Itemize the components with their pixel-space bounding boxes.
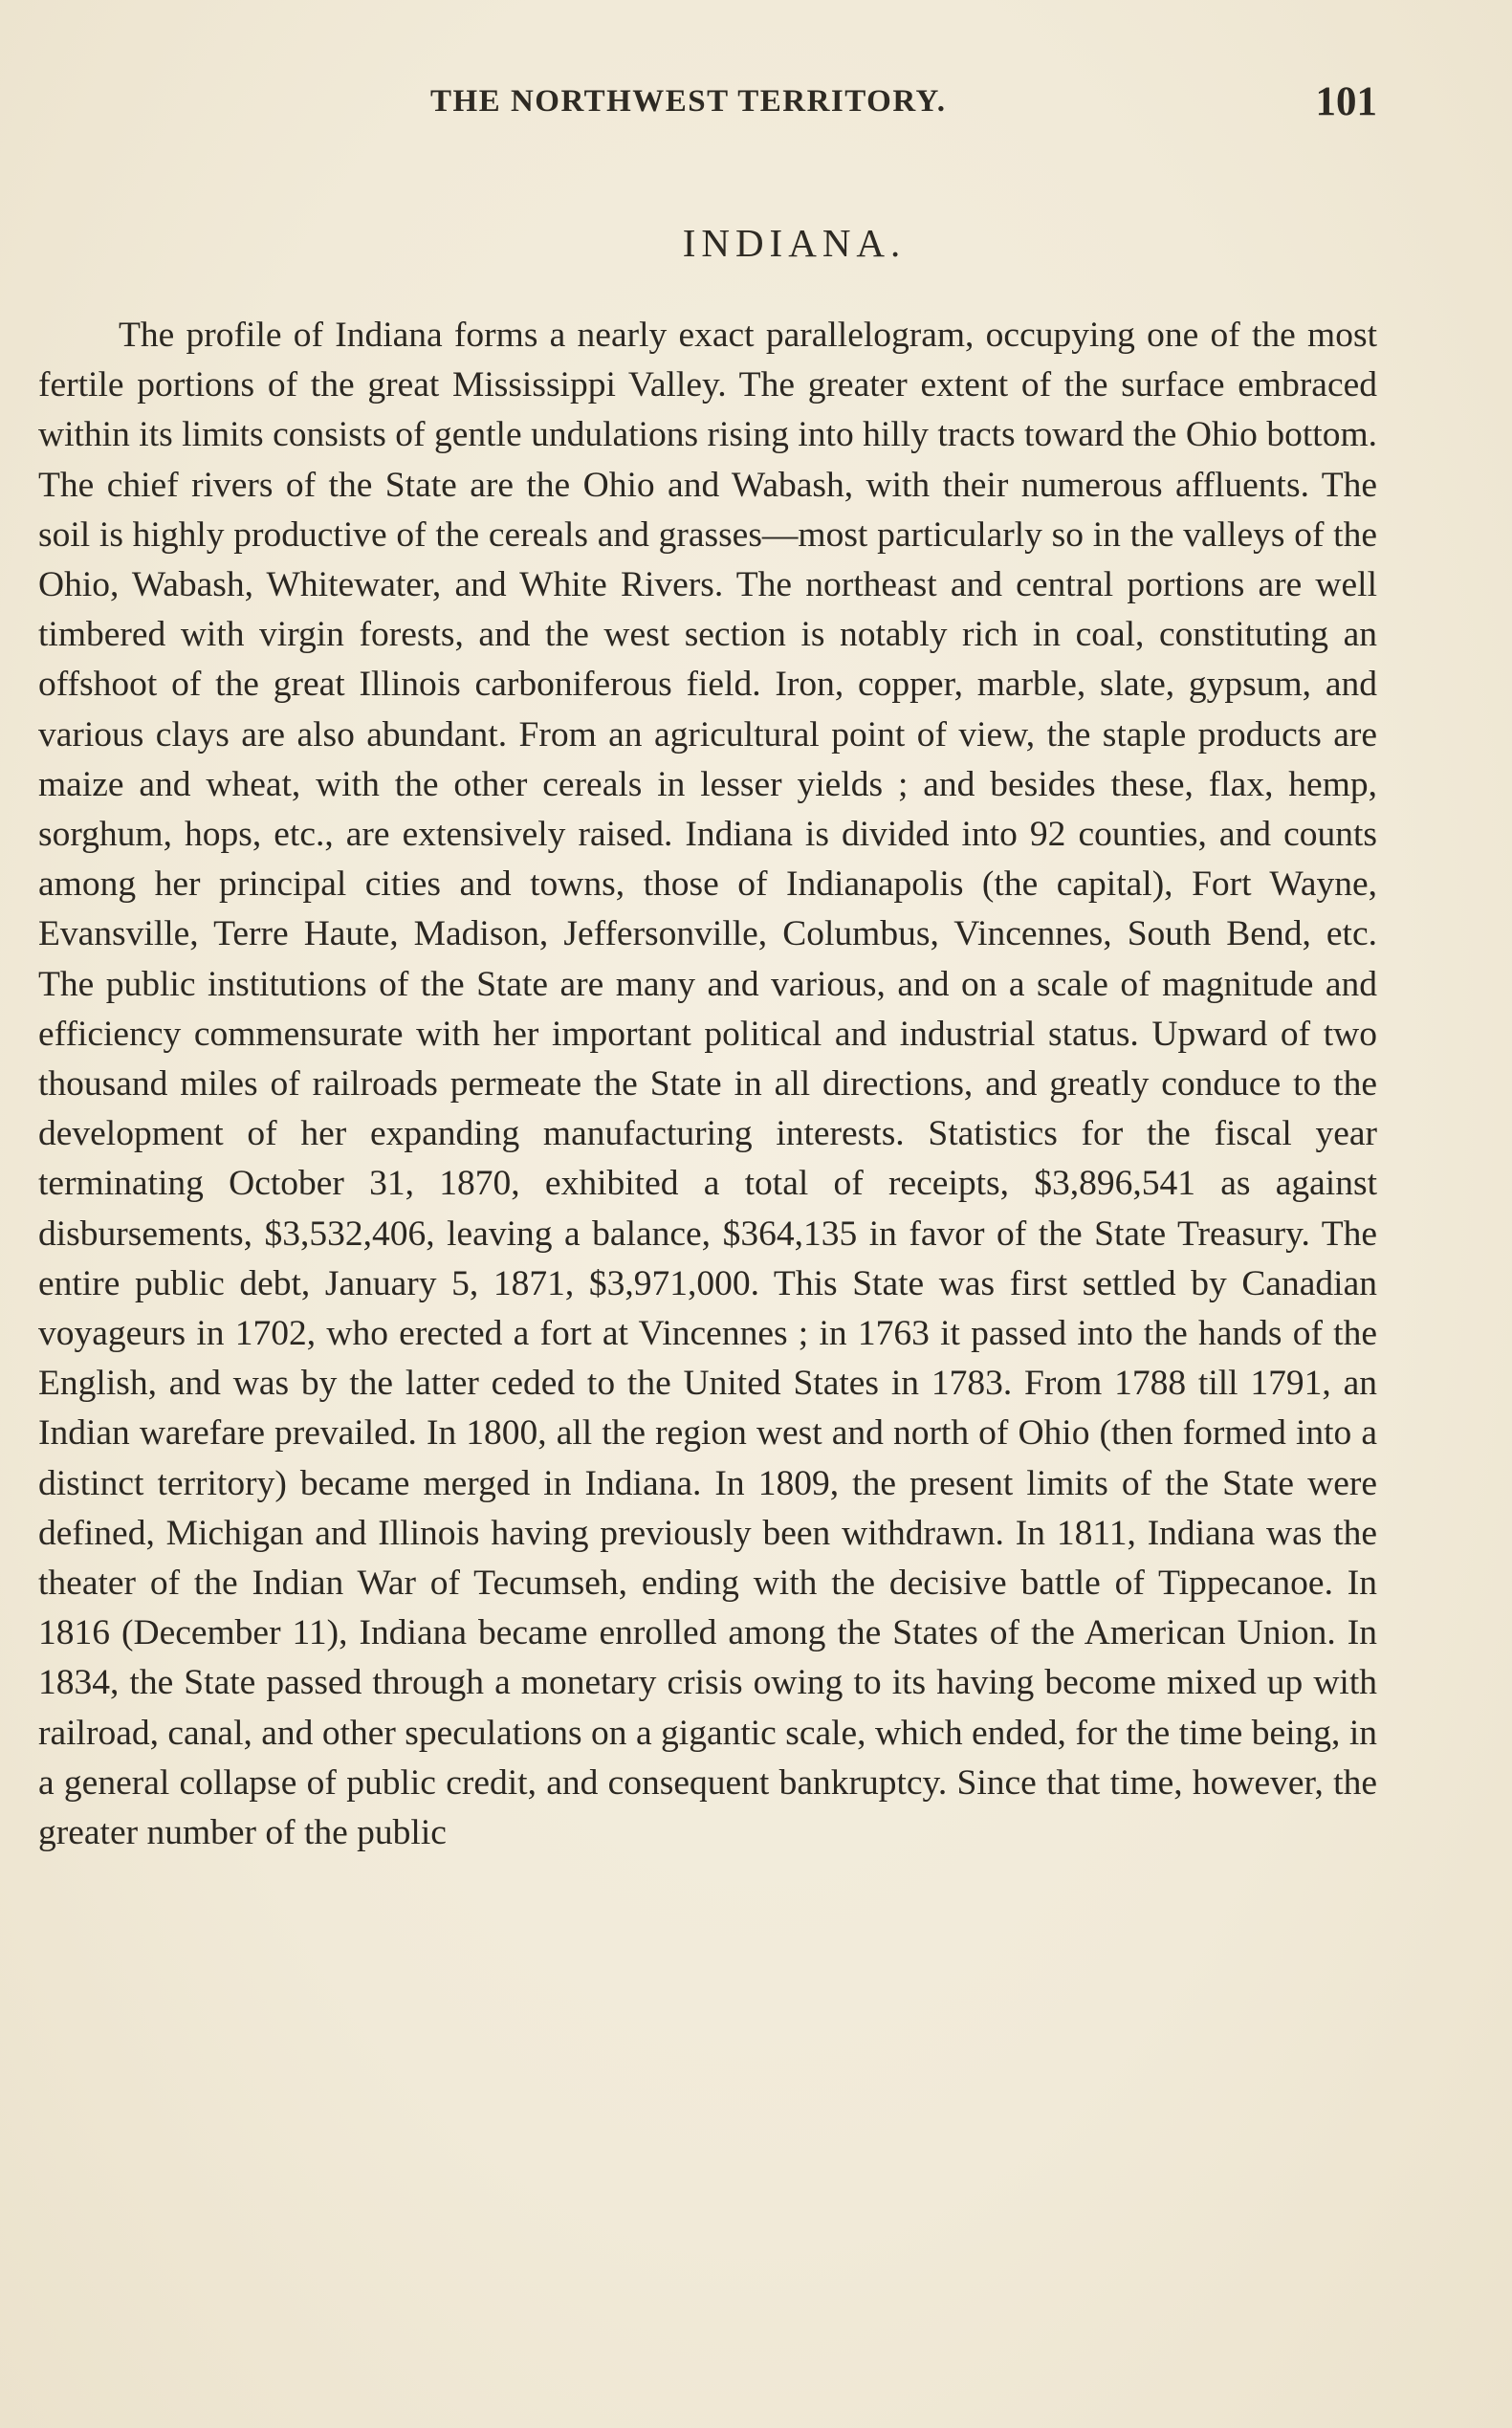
running-title: THE NORTHWEST TERRITORY. — [430, 84, 947, 119]
page-number: 101 — [1315, 79, 1377, 124]
body-paragraph: The profile of Indiana forms a nearly exact parallelogram, occupying one of the most fertile portions of the great Mississippi Valley. The greater extent of the surface embraced within its limits consists of gentle undulations rising into hilly tracts toward the Ohio bottom. The chief rivers of the State are the Ohio and Wabash, with their numerous affluents. The soil is highly productive of the cereals and grasses—most particularly so in the valleys of the Ohio, Wabash, Whitewater, and White Rivers. The northeast and central portions are well timbered with virgin forests, and the west section is notably rich in coal, constituting an offshoot of the great Illinois carboniferous field. Iron, copper, marble, slate, gypsum, and various clays are also abundant. From an agricultural point of view, the staple products are maize and wheat, with the other cereals in lesser yields ; and besides these, flax, hemp, sorghum, hops, etc., are extensively raised. Indiana is divided into 92 counties, and counts among her principal cities and towns, those of Indianapolis (the capital), Fort Wayne, Evansville, Terre Haute, Madison, Jeffersonville, Columbus, Vincennes, South Bend, etc. The public institutions of the State are many and various, and on a scale of magnitude and efficiency commensurate with her important political and industrial status. Upward of two thousand miles of railroads permeate the State in all directions, and greatly conduce to the development of her expanding manufacturing interests. Statistics for the fiscal year terminating October 31, 1870, exhibited a total of receipts, $3,896,541 as against disbursements, $3,532,406, leaving a balance, $364,135 in favor of the State Treasury. The entire public debt, January 5, 1871, $3,971,000. This State was first settled by Canadian voyageurs in 1702, who erected a fort at Vincennes ; in 1763 it passed into the hands of the English, and was by the latter ceded to the United States in 1783. From 1788 till 1791, an Indian warefare prevailed. In 1800, all the region west and north of Ohio (then formed into a distinct territory) became merged in Indiana. In 1809, the present limits of the State were defined, Michigan and Illinois having previously been withdrawn. In 1811, Indiana was the theater of the Indian War of Tecumseh, ending with the decisive battle of Tippecanoe. In 1816 (December 11), Indiana became enrolled among the States of the American Union. In 1834, the State passed through a monetary crisis owing to its having become mixed up with railroad, canal, and other speculations on a gigantic scale, which ended, for the time being, in a general collapse of public credit, and consequent bankruptcy. Since that time, however, the greater number of the public — [38, 316, 1377, 1853]
section-heading: INDIANA. — [682, 221, 907, 265]
running-head — [38, 78, 1377, 126]
